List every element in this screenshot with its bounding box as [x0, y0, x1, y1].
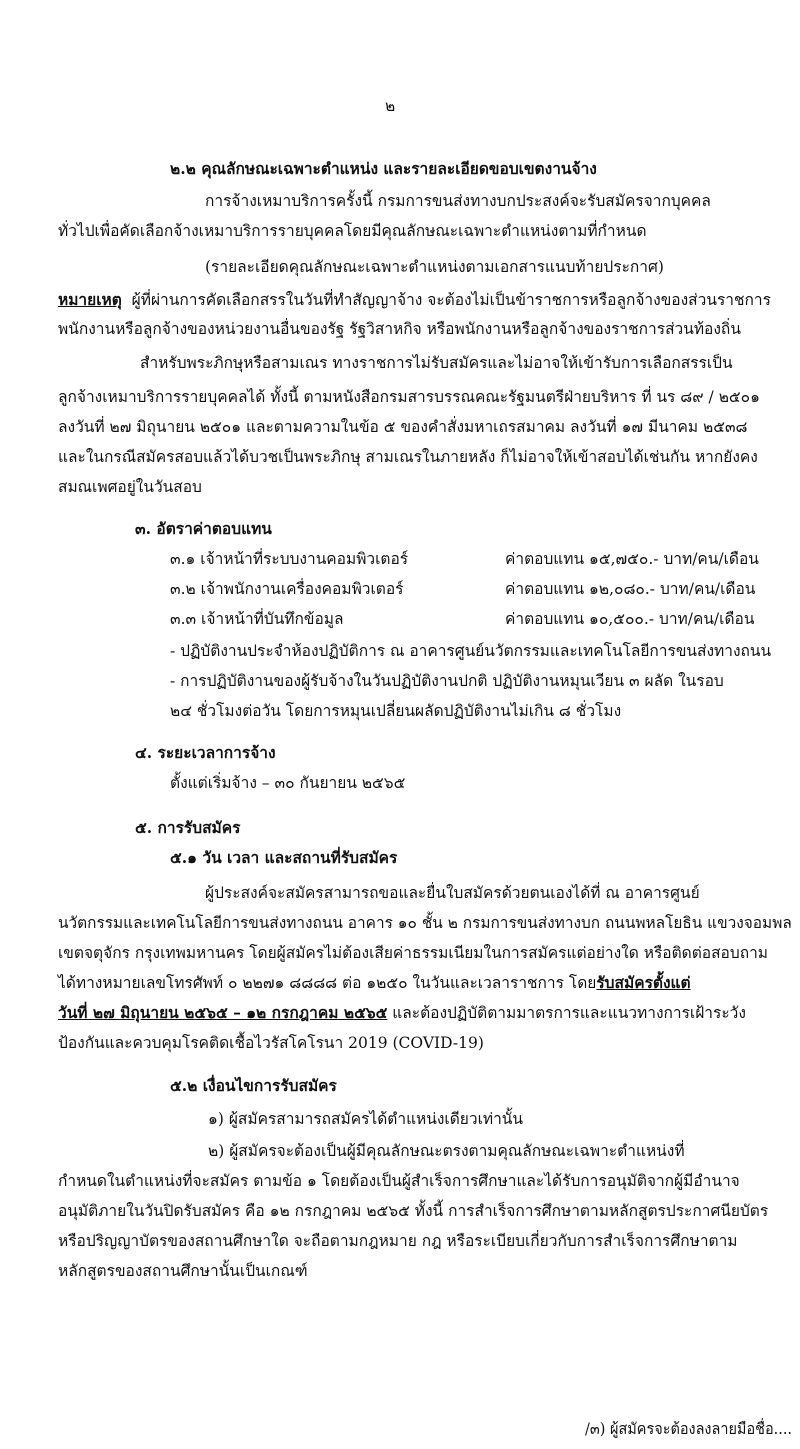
page-number: ๒: [385, 97, 396, 115]
paragraph-line: (รายละเอียดคุณลักษณะเฉพาะตำแหน่งตามเอกสารแนบท้ายประกาศ): [205, 258, 664, 276]
condition-line: หลักสูตรของสถานศึกษานั้นเป็นเกณฑ์: [58, 1262, 308, 1280]
section-4-text: ตั้งแต่เริ่มจ้าง – ๓๐ กันยายน ๒๕๖๕: [170, 774, 406, 792]
rate-position: ๓.๑ เจ้าหน้าที่ระบบงานคอมพิวเตอร์: [170, 550, 409, 568]
paragraph-line: ผู้ประสงค์จะสมัครสามารถขอและยื่นใบสมัครด้วยตนเองได้ที่ ณ อาคารศูนย์: [205, 884, 700, 902]
note-line: และในกรณีสมัครสอบแล้วได้บวชเป็นพระภิกษุ สามเณรในภายหลัง ก็ไม่อาจให้เข้าสอบได้เช่นกัน หากยังคง: [58, 448, 758, 466]
note-line: ลูกจ้างเหมาบริการรายบุคคลได้ ทั้งนี้ ตามหนังสือกรมสารบรรณคณะรัฐมนตรีฝ่ายบริหาร ที่ นร ๘๙ / ๒๕๐๑: [58, 388, 760, 406]
condition-line: หรือปริญญาบัตรของสถานศึกษาใด จะถือตามกฎหมาย กฎ หรือระเบียบเกี่ยวกับการสำเร็จการศึกษาตาม: [58, 1232, 738, 1250]
section-3-heading: ๓. อัตราค่าตอบแทน: [135, 519, 272, 538]
condition-line: ๒) ผู้สมัครจะต้องเป็นผู้มีคุณลักษณะตรงตามคุณลักษณะเฉพาะตำแหน่งที่: [208, 1142, 685, 1160]
page-footer: /๓) ผู้สมัครจะต้องลงลายมือชื่อ....: [585, 1420, 793, 1438]
rate-pay: ค่าตอบแทน ๑๕,๗๕๐.- บาท/คน/เดือน: [505, 550, 759, 568]
note-line: พนักงานหรือลูกจ้างของหน่วยงานอื่นของรัฐ รัฐวิสาหกิจ หรือพนักงานหรือลูกจ้างของราชการส่วนท้องถิ่น: [58, 320, 741, 338]
rate-position: ๓.๓ เจ้าหน้าที่บันทึกข้อมูล: [170, 610, 344, 628]
rate-position: ๓.๒ เจ้าพนักงานเครื่องคอมพิวเตอร์: [170, 580, 404, 598]
note-line: ลงวันที่ ๒๗ มิถุนายน ๒๕๐๑ และตามความในข้อ ๕ ของคำสั่งมหาเถรสมาคม ลงวันที่ ๑๗ มีนาคม ๒๕๓๘: [58, 418, 748, 436]
paragraph-line: การจ้างเหมาบริการครั้งนี้ กรมการขนส่งทางบกประสงค์จะรับสมัครจากบุคคล: [205, 192, 711, 210]
note-label: หมายเหตุ: [58, 290, 122, 309]
note-line: สำหรับพระภิกษุหรือสามเณร ทางราชการไม่รับสมัครและไม่อาจให้เข้ารับการเลือกสรรเป็น: [140, 354, 733, 372]
section-5-2-heading: ๕.๒ เงื่อนไขการรับสมัคร: [170, 1076, 337, 1095]
section-2-2-heading: ๒.๒ คุณลักษณะเฉพาะตำแหน่ง และรายละเอียดขอบเขตงานจ้าง: [170, 159, 597, 178]
paragraph-line: ได้ทางหมายเลขโทรศัพท์ ๐ ๒๒๗๑ ๘๘๘๘ ต่อ ๑๒๕๐ ในวันและเวลาราชการ โดยรับสมัครตั้งแต่: [58, 973, 691, 992]
note-line: สมณเพศอยู่ในวันสอบ: [58, 478, 202, 496]
condition-line: กำหนดในตำแหน่งที่จะสมัคร ตามข้อ ๑ โดยต้องเป็นผู้สำเร็จการศึกษาและได้รับการอนุมัติจากผู้มีอำนาจ: [58, 1172, 740, 1190]
section-4-heading: ๔. ระยะเวลาการจ้าง: [135, 743, 276, 762]
paragraph-line: ทั่วไปเพื่อคัดเลือกจ้างเหมาบริการรายบุคคลโดยมีคุณลักษณะเฉพาะตำแหน่งตามที่กำหนด: [58, 222, 647, 240]
condition-line: ๑) ผู้สมัครสามารถสมัครได้ตำแหน่งเดียวเท่านั้น: [208, 1110, 523, 1128]
section-5-1-heading: ๕.๑ วัน เวลา และสถานที่รับสมัคร: [170, 848, 398, 867]
section-5-heading: ๕. การรับสมัคร: [135, 818, 241, 837]
bullet-line: - ปฏิบัติงานประจำห้องปฏิบัติการ ณ อาคารศูนย์นวัตกรรมและเทคโนโลยีการขนส่งทางถนน: [170, 642, 772, 660]
paragraph-line: เขตจตุจักร กรุงเทพมหานคร โดยผู้สมัครไม่ต้องเสียค่าธรรมเนียมในการสมัครแต่อย่างใด หรือติดต่อสอบถาม: [58, 944, 769, 962]
bullet-line: - การปฏิบัติงานของผู้รับจ้างในวันปฏิบัติงานปกติ ปฏิบัติงานหมุนเวียน ๓ ผลัด ในรอบ: [170, 672, 724, 690]
rate-pay: ค่าตอบแทน ๑๒,๐๘๐.- บาท/คน/เดือน: [505, 580, 756, 598]
application-period-start: รับสมัครตั้งแต่: [596, 973, 691, 992]
paragraph-line: วันที่ ๒๗ มิถุนายน ๒๕๖๕ – ๑๒ กรกฎาคม ๒๕๖๕ และต้องปฏิบัติตามมาตรการและแนวทางการเฝ้าระวัง: [58, 1003, 746, 1022]
rate-pay: ค่าตอบแทน ๑๐,๕๐๐.- บาท/คน/เดือน: [505, 610, 755, 628]
note-line: หมายเหตุ ผู้ที่ผ่านการคัดเลือกสรรในวันที่ทำสัญญาจ้าง จะต้องไม่เป็นข้าราชการหรือลูกจ้างของส่วนราชการ: [58, 290, 771, 309]
paragraph-line: ป้องกันและควบคุมโรคติดเชื้อไวรัสโคโรนา 2019 (COVID-19): [58, 1034, 484, 1052]
bullet-line: ๒๔ ชั่วโมงต่อวัน โดยการหมุนเปลี่ยนผลัดปฏิบัติงานไม่เกิน ๘ ชั่วโมง: [170, 702, 622, 720]
condition-line: อนุมัติภายในวันปิดรับสมัคร คือ ๑๒ กรกฎาคม ๒๕๖๕ ทั้งนี้ การสำเร็จการศึกษาตามหลักสูตรประกาศนียบัตร: [58, 1202, 769, 1220]
paragraph-line: นวัตกรรมและเทคโนโลยีการขนส่งทางถนน อาคาร ๑๐ ชั้น ๒ กรมการขนส่งทางบก ถนนพหลโยธิน แขวงจอมพล: [58, 914, 792, 932]
application-period-dates: วันที่ ๒๗ มิถุนายน ๒๕๖๕ – ๑๒ กรกฎาคม ๒๕๖๕: [58, 1003, 388, 1022]
